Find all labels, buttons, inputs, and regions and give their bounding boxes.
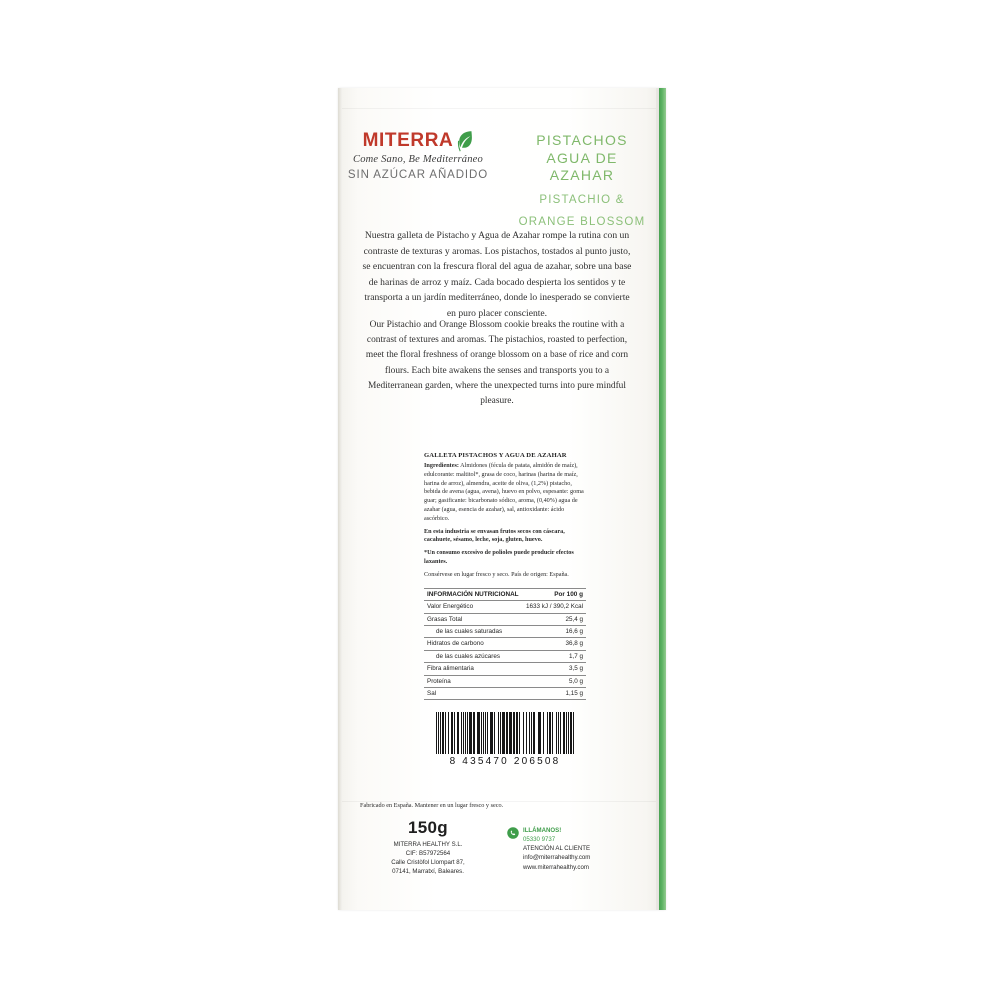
variant-name-es-line2: AGUA DE AZAHAR — [546, 149, 618, 183]
brand-block — [342, 130, 494, 230]
nutrition-table — [424, 588, 586, 701]
nutrition-row-label: Hidratos de carbono — [424, 638, 522, 650]
allergen-note: En esta industria se envasan frutos secos con cáscara, cacahuete, sésamo, leche, soja, gluten, huevo. — [424, 527, 565, 544]
contact-website: www.miterrahealthy.com — [523, 863, 589, 871]
table-row — [424, 638, 586, 650]
nutrition-row-label: Proteína — [424, 675, 522, 687]
manufacture-note: Fabricado en España. Mantener en un lugar fresco y seco. — [360, 802, 504, 809]
description-english: Our Pistachio and Orange Blossom cookie breaks the routine with a contrast of textures and aromas. The pistachios, roasted to perfection, meet the floral freshness of orange blossom on a base of rice and corn flours. Each bite awakens the senses and transports you to a Mediterranean garden, where the unexpected turns into pure mindful pleasure. — [365, 320, 629, 407]
barcode-number: 8 435470 206508 — [449, 756, 561, 768]
nutrition-row-value: 16,6 g — [522, 625, 586, 637]
no-added-sugar-claim: SIN AZÚCAR AÑADIDO — [347, 169, 489, 181]
nutrition-row-value: 1,7 g — [522, 650, 586, 662]
barcode-block — [424, 712, 586, 767]
contact-info — [523, 826, 590, 872]
variant-name-en-line2: ORANGE BLOSSOM — [518, 216, 646, 229]
ingredients-label: Ingredientes: — [424, 462, 459, 469]
brand-name: MITERRA — [362, 130, 454, 151]
description-spanish: Nuestra galleta de Pistacho y Agua de Azahar rompe la rutina con un contraste de texturas y aromas. Los pistachos, tostados al punto justo, se encuentran con la frescura floral del agua de azahar, sobre una base de harinas de arroz y maíz. Cada bocado despierta los sentidos y te transporta a un jardín mediterráneo, donde lo inesperado se convierte en puro placer consciente. — [362, 230, 632, 319]
contact-email: info@miterrahealthy.com — [523, 854, 591, 862]
table-row — [424, 688, 586, 700]
barcode-bars — [424, 712, 586, 754]
nutrition-row-value: 1633 kJ / 390,2 Kcal — [522, 601, 586, 613]
brand-row — [342, 130, 494, 152]
nutrition-row-label: Valor Energético — [424, 601, 522, 613]
nutrition-header-row — [424, 588, 586, 601]
footer-left — [359, 818, 497, 877]
net-weight: 150g — [408, 818, 448, 837]
nutrition-row-label: Grasas Total — [424, 613, 522, 625]
whatsapp-icon — [507, 826, 519, 838]
call-number: 05330 9737 — [523, 836, 556, 844]
company-cif: CIF: B57972564 — [405, 850, 451, 858]
table-row — [424, 601, 586, 613]
product-package-front — [338, 88, 666, 910]
company-address-line1: Calle Cristòfol Llompart 87, — [391, 859, 465, 867]
table-row — [424, 675, 586, 687]
nutrition-row-value: 36,8 g — [522, 638, 586, 650]
customer-service-label: ATENCIÓN AL CLIENTE — [523, 845, 591, 853]
nutrition-table-title: INFORMACIÓN NUTRICIONAL — [424, 588, 522, 601]
company-address-line2: 07141, Marratxí, Baleares. — [392, 868, 464, 876]
table-row — [424, 625, 586, 637]
storage-note: Consérvese en lugar fresco y seco. País de origen: España. — [424, 570, 569, 578]
variant-block — [512, 130, 652, 230]
nutrition-row-label: Sal — [424, 688, 522, 700]
nutrition-per-label: Por 100 g — [522, 588, 586, 601]
ingredients-title: GALLETA PISTACHOS Y AGUA DE AZAHAR — [424, 452, 567, 459]
ingredients-list: Almidones (fécula de patata, almidón de maíz), edulcorante: maltitol*, grasa de coco, harinas (harina de maíz, harina de arroz), almendra, aceite de oliva, (1,2%) pistacho, bebida de avena (agua, avena), huevo en polvo, espesante: goma guar; gasificante: bicarbonato sódico, aroma, (0,40%) agua de azahar (agua, esencia de azahar), sal, antioxidante: ácido ascórbico. — [424, 462, 584, 522]
nutrition-row-label: de las cuales saturadas — [424, 625, 522, 637]
maltitol-note: *Un consumo excesivo de polioles puede producir efectos laxantes. — [424, 549, 574, 565]
nutrition-row-value: 5,0 g — [522, 675, 586, 687]
package-top-crease — [342, 108, 656, 109]
company-info — [359, 840, 497, 877]
variant-name-es-line1: PISTACHOS — [536, 132, 628, 148]
nutrition-row-label: Fibra alimentaria — [424, 663, 522, 675]
variant-name-en-line1: PISTACHIO & — [539, 193, 625, 206]
package-footer — [338, 818, 656, 877]
package-green-spine — [659, 88, 666, 910]
nutrition-row-value: 1,15 g — [522, 688, 586, 700]
info-column — [424, 452, 586, 767]
nutrition-row-value: 25,4 g — [522, 613, 586, 625]
ingredients-paragraph — [424, 462, 586, 524]
call-label: ILLÁMANOS! — [523, 827, 562, 834]
nutrition-body — [424, 601, 586, 700]
table-row — [424, 650, 586, 662]
leaf-icon — [456, 130, 473, 152]
package-header — [338, 130, 656, 230]
table-row — [424, 663, 586, 675]
footer-right — [507, 818, 635, 872]
nutrition-row-label: de las cuales azúcares — [424, 650, 522, 662]
brand-tagline: Come Sano, Be Mediterráneo — [352, 154, 483, 165]
company-name: MITERRA HEALTHY S.L. — [393, 841, 463, 848]
table-row — [424, 613, 586, 625]
nutrition-row-value: 3,5 g — [522, 663, 586, 675]
